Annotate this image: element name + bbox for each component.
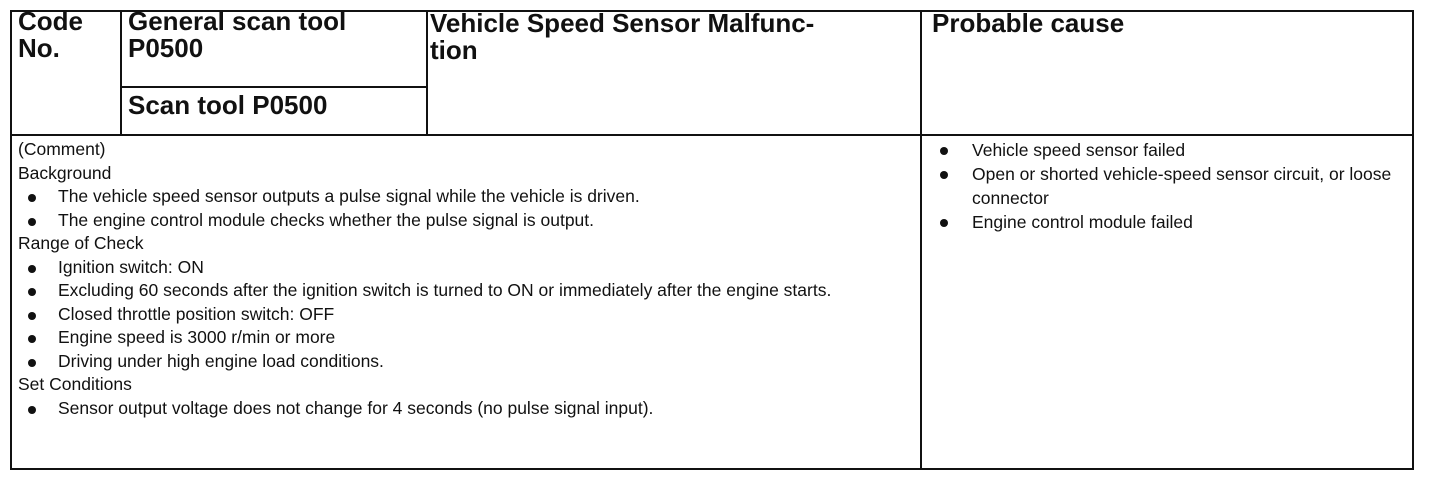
probable-cause-list (932, 138, 1402, 234)
divider-scan-col (426, 10, 428, 136)
list-item: The vehicle speed sensor outputs a pulse signal while the vehicle is driven. (18, 185, 918, 209)
list-item: Engine speed is 3000 r/min or more (18, 326, 918, 350)
list-item: Ignition switch: ON (18, 256, 918, 280)
code-number-header: Code No. (18, 6, 83, 64)
list-item: Closed throttle position switch: OFF (18, 303, 918, 327)
bullet-icon (940, 219, 948, 227)
list-item: Open or shorted vehicle-speed sensor circuit, or loose connector (932, 162, 1392, 210)
list-item: Driving under high engine load conditions. (18, 350, 918, 374)
comment-label: (Comment) (18, 139, 106, 159)
scan-tool-header: Scan tool P0500 (128, 90, 328, 120)
bullet-icon (940, 171, 948, 179)
divider-cause-header (920, 134, 1414, 136)
list-item: The engine control module checks whether the pulse signal is output. (18, 209, 918, 233)
general-scan-tool-header: General scan tool P0500 (128, 6, 347, 64)
divider-cause-col (920, 10, 922, 470)
bullet-icon (28, 194, 36, 202)
malfunction-title: Vehicle Speed Sensor Malfunc- tion (430, 8, 815, 66)
divider-code-col (120, 10, 122, 136)
bullet-icon (28, 218, 36, 226)
bullet-icon (28, 359, 36, 367)
divider-scan-rows (120, 86, 427, 88)
background-label: Background (18, 162, 112, 183)
bullet-icon (28, 265, 36, 273)
list-item: Engine control module failed (932, 210, 1402, 234)
list-item: Sensor output voltage does not change for 4 seconds (no pulse signal input). (18, 397, 918, 421)
range-label: Range of Check (18, 233, 144, 253)
comment-section (18, 138, 918, 420)
bullet-icon (28, 335, 36, 343)
bullet-icon (28, 312, 36, 320)
probable-cause-header: Probable cause (932, 8, 1125, 38)
set-conditions-label: Set Conditions (18, 374, 132, 394)
bullet-icon (28, 406, 36, 414)
list-item: Excluding 60 seconds after the ignition switch is turned to ON or immediately after the engine starts. (18, 279, 908, 303)
list-item: Vehicle speed sensor failed (932, 138, 1402, 162)
bullet-icon (28, 288, 36, 296)
bullet-icon (940, 147, 948, 155)
